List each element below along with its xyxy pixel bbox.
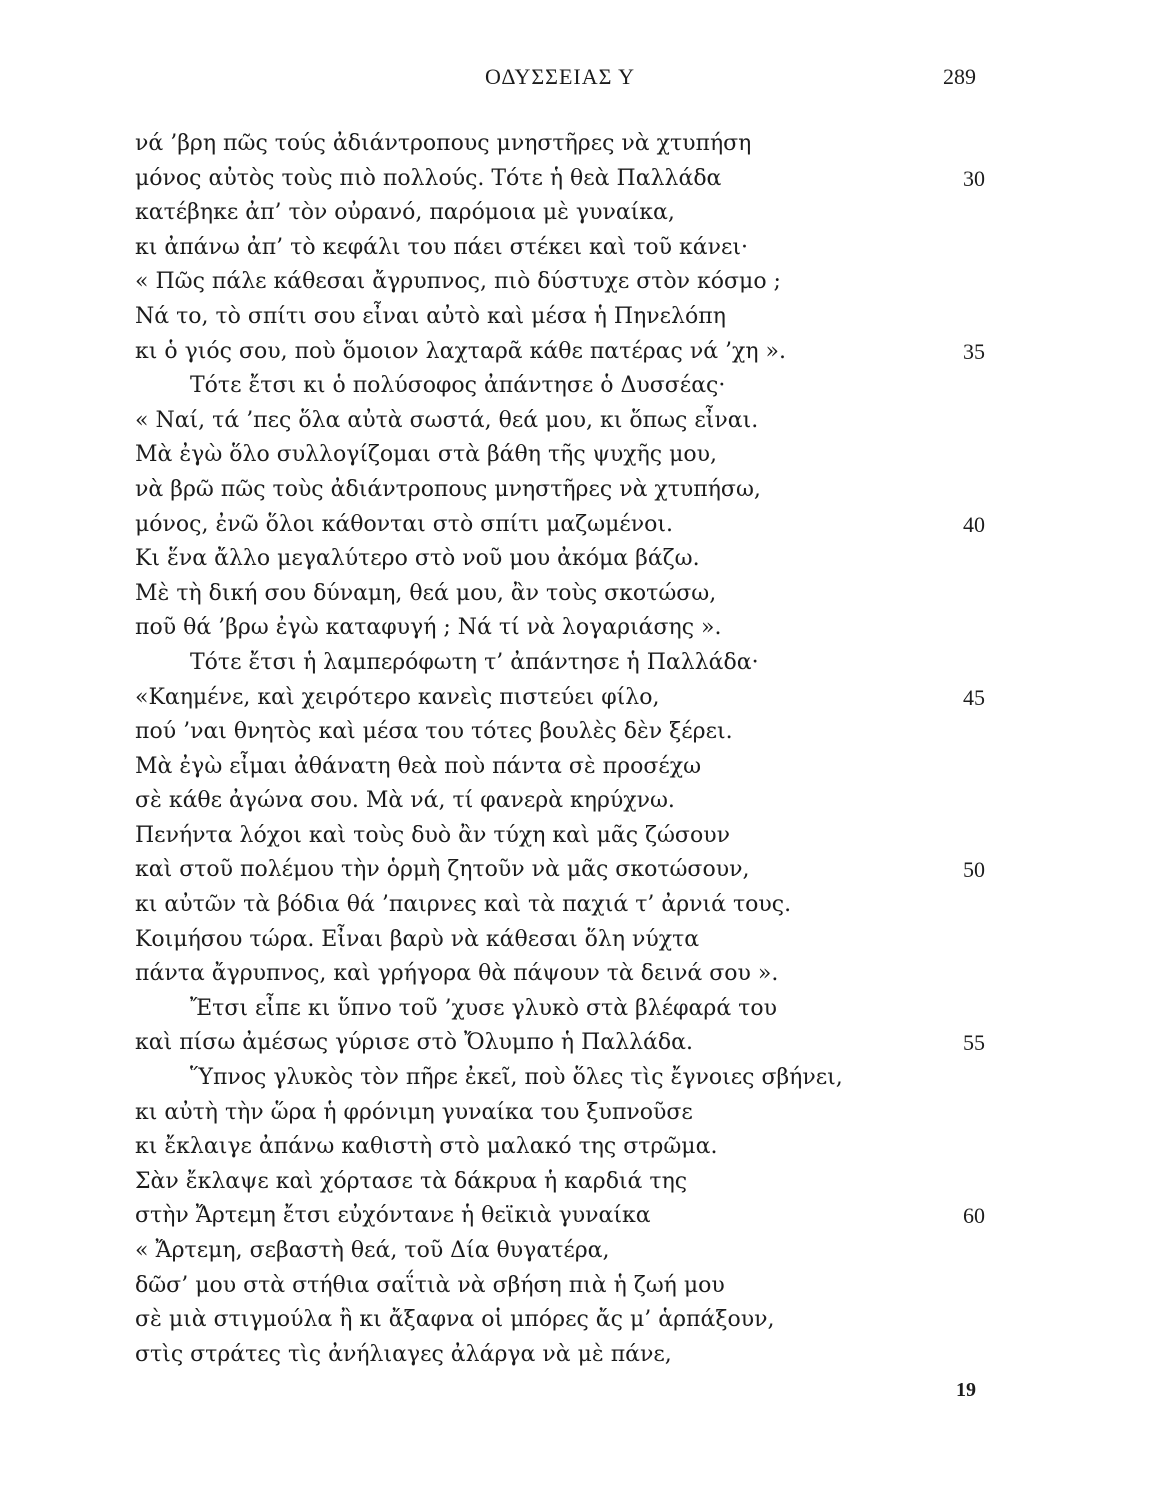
verse-text: Σὰν ἔκλαψε καὶ χόρτασε τὰ δάκρυα ἡ καρδιά της — [135, 1168, 688, 1194]
verse-line — [0, 404, 1164, 439]
running-head — [120, 64, 1000, 94]
verse-text: Ἔτσι εἶπε κι ὕπνο τοῦ ’χυσε γλυκὸ στὰ βλέφαρά του — [190, 995, 777, 1021]
verse-line — [0, 715, 1164, 750]
verse-line — [0, 1234, 1164, 1269]
verse-line — [0, 335, 1164, 370]
verse-text: Νά το, τὸ σπίτι σου εἶναι αὐτὸ καὶ μέσα ἡ Πηνελόπη — [135, 303, 726, 329]
verse-text: νὰ βρῶ πῶς τοὺς ἀδιάντροπους μνηστῆρες νὰ χτυπήσω, — [135, 476, 761, 502]
verse-line — [0, 923, 1164, 958]
signature-mark: 19 — [956, 1379, 976, 1401]
verse-line — [0, 542, 1164, 577]
page-number: 289 — [943, 64, 976, 89]
verse-text: « Πῶς πάλε κάθεσαι ἄγρυπνος, πιὸ δύστυχε στὸν κόσμο ; — [135, 269, 781, 295]
verse-line — [0, 1303, 1164, 1338]
verse-line — [0, 508, 1164, 543]
verse-text: καὶ στοῦ πολέμου τὴν ὁρμὴ ζητοῦν νὰ μᾶς σκοτώσουν, — [135, 857, 750, 883]
verse-text: κι ἀπάνω ἀπ’ τὸ κεφάλι του πάει στέκει καὶ τοῦ κάνει· — [135, 234, 749, 260]
verse-text: κατέβηκε ἀπ’ τὸν οὐρανό, παρόμοια μὲ γυναίκα, — [135, 200, 675, 226]
verse-text: κι αὐτὴ τὴν ὥρα ἡ φρόνιμη γυναίκα του ξυπνοῦσε — [135, 1099, 693, 1125]
line-number: 40 — [963, 511, 985, 537]
verse-line — [0, 1338, 1164, 1373]
verse-text: μόνος, ἐνῶ ὅλοι κάθονται στὸ σπίτι μαζωμένοι. — [135, 511, 674, 537]
verse-line — [0, 127, 1164, 162]
verse-line — [0, 853, 1164, 888]
verse-line — [0, 681, 1164, 716]
verse-text: Κι ἕνα ἄλλο μεγαλύτερο στὸ νοῦ μου ἀκόμα βάζω. — [135, 546, 700, 572]
verse-line — [0, 1165, 1164, 1200]
verse-line — [0, 577, 1164, 612]
verse-line — [0, 1269, 1164, 1304]
verse-text: κι ὁ γιός σου, ποὺ ὅμοιον λαχταρᾶ κάθε πατέρας νά ’χη ». — [135, 338, 787, 364]
line-number: 60 — [963, 1203, 985, 1229]
verse-line — [0, 196, 1164, 231]
verse-line — [0, 750, 1164, 785]
verse-text: στὶς στράτες τὶς ἀνήλιαγες ἀλάργα νὰ μὲ πάνε, — [135, 1341, 672, 1367]
verse-text: Μὲ τὴ δική σου δύναμη, θεά μου, ἂν τοὺς σκοτώσω, — [135, 580, 717, 606]
verse-line — [0, 1199, 1164, 1234]
verse-text: Κοιμήσου τώρα. Εἶναι βαρὺ νὰ κάθεσαι ὅλη νύχτα — [135, 926, 700, 952]
verse-line — [0, 162, 1164, 197]
verse-text: καὶ πίσω ἀμέσως γύρισε στὸ Ὄλυμπο ἡ Παλλάδα. — [135, 1030, 693, 1056]
verse-text: πού ’ναι θνητὸς καὶ μέσα του τότες βουλὲς δὲν ξέρει. — [135, 719, 733, 745]
verse-text: Πενήντα λόχοι καὶ τοὺς δυὸ ἂν τύχη καὶ μᾶς ζώσουν — [135, 822, 730, 848]
verse-text: Τότε ἔτσι κι ὁ πολύσοφος ἀπάντησε ὁ Δυσσέας· — [190, 373, 726, 399]
verse-text: σὲ μιὰ στιγμούλα ἢ κι ἄξαφνα οἱ μπόρες ἄς μ’ ἁρπάξουν, — [135, 1307, 775, 1333]
verse-text: κι αὐτῶν τὰ βόδια θά ’παιρνες καὶ τὰ παχιά τ’ ἀρνιά τους. — [135, 892, 792, 918]
verse-text: « Ἄρτεμη, σεβαστὴ θεά, τοῦ Δία θυγατέρα, — [135, 1238, 610, 1263]
verse-line — [0, 265, 1164, 300]
verse-text: ποῦ θά ’βρω ἐγὼ καταφυγή ; Νά τί νὰ λογαριάσης ». — [135, 615, 722, 641]
verse-line — [0, 1130, 1164, 1165]
verse-text: νά ’βρη πῶς τούς ἀδιάντροπους μνηστῆρες νὰ χτυπήση — [135, 131, 752, 156]
line-number: 45 — [963, 684, 985, 710]
verse-line — [0, 369, 1164, 404]
verse-line — [0, 300, 1164, 335]
verse-line — [0, 473, 1164, 508]
verse-text: κι ἔκλαιγε ἀπάνω καθιστὴ στὸ μαλακό της στρῶμα. — [135, 1134, 718, 1160]
line-number: 55 — [963, 1030, 985, 1056]
running-title: ΟΔΥΣΣΕΙΑΣ Υ — [485, 64, 635, 89]
verse-text: «Καημένε, καὶ χειρότερο κανεὶς πιστεύει φίλο, — [135, 684, 660, 710]
verse-line — [0, 1026, 1164, 1061]
verse-line — [0, 231, 1164, 266]
verse-text: πάντα ἄγρυπνος, καὶ γρήγορα θὰ πάψουν τὰ δεινά σου ». — [135, 961, 779, 987]
verse-line — [0, 438, 1164, 473]
verse-text: Μὰ ἐγὼ ὅλο συλλογίζομαι στὰ βάθη τῆς ψυχῆς μου, — [135, 442, 717, 468]
line-number: 30 — [963, 165, 985, 191]
verse-line — [0, 888, 1164, 923]
verse-text: στὴν Ἄρτεμη ἔτσι εὐχόντανε ἡ θεϊκιὰ γυναίκα — [135, 1203, 651, 1229]
verse-text: σὲ κάθε ἀγώνα σου. Μὰ νά, τί φανερὰ κηρύχνω. — [135, 788, 675, 814]
verse-text: δῶσ’ μου στὰ στήθια σαΐτιὰ νὰ σβήση πιὰ ἡ ζωή μου — [135, 1272, 725, 1298]
verse-text: μόνος αὐτὸς τοὺς πιὸ πολλούς. Τότε ἡ θεὰ Παλλάδα — [135, 165, 722, 191]
verse-line — [0, 1061, 1164, 1096]
verse-text: Ὕπνος γλυκὸς τὸν πῆρε ἐκεῖ, ποὺ ὅλες τὶς ἔγνοιες σβήνει, — [190, 1065, 843, 1091]
verse-text: Τότε ἔτσι ἡ λαμπερόφωτη τ’ ἀπάντησε ἡ Παλλάδα· — [190, 649, 759, 675]
verse-line — [0, 611, 1164, 646]
verse-block — [0, 127, 1164, 1372]
verse-line — [0, 646, 1164, 681]
verse-line — [0, 957, 1164, 992]
verse-line — [0, 992, 1164, 1027]
line-number: 35 — [963, 338, 985, 364]
verse-line — [0, 819, 1164, 854]
line-number: 50 — [963, 857, 985, 883]
verse-text: Μὰ ἐγὼ εἶμαι ἀθάνατη θεὰ ποὺ πάντα σὲ προσέχω — [135, 753, 702, 779]
verse-line — [0, 784, 1164, 819]
verse-line — [0, 1096, 1164, 1131]
verse-text: « Ναί, τά ’πες ὅλα αὐτὰ σωστά, θεά μου, κι ὅπως εἶναι. — [135, 407, 759, 433]
